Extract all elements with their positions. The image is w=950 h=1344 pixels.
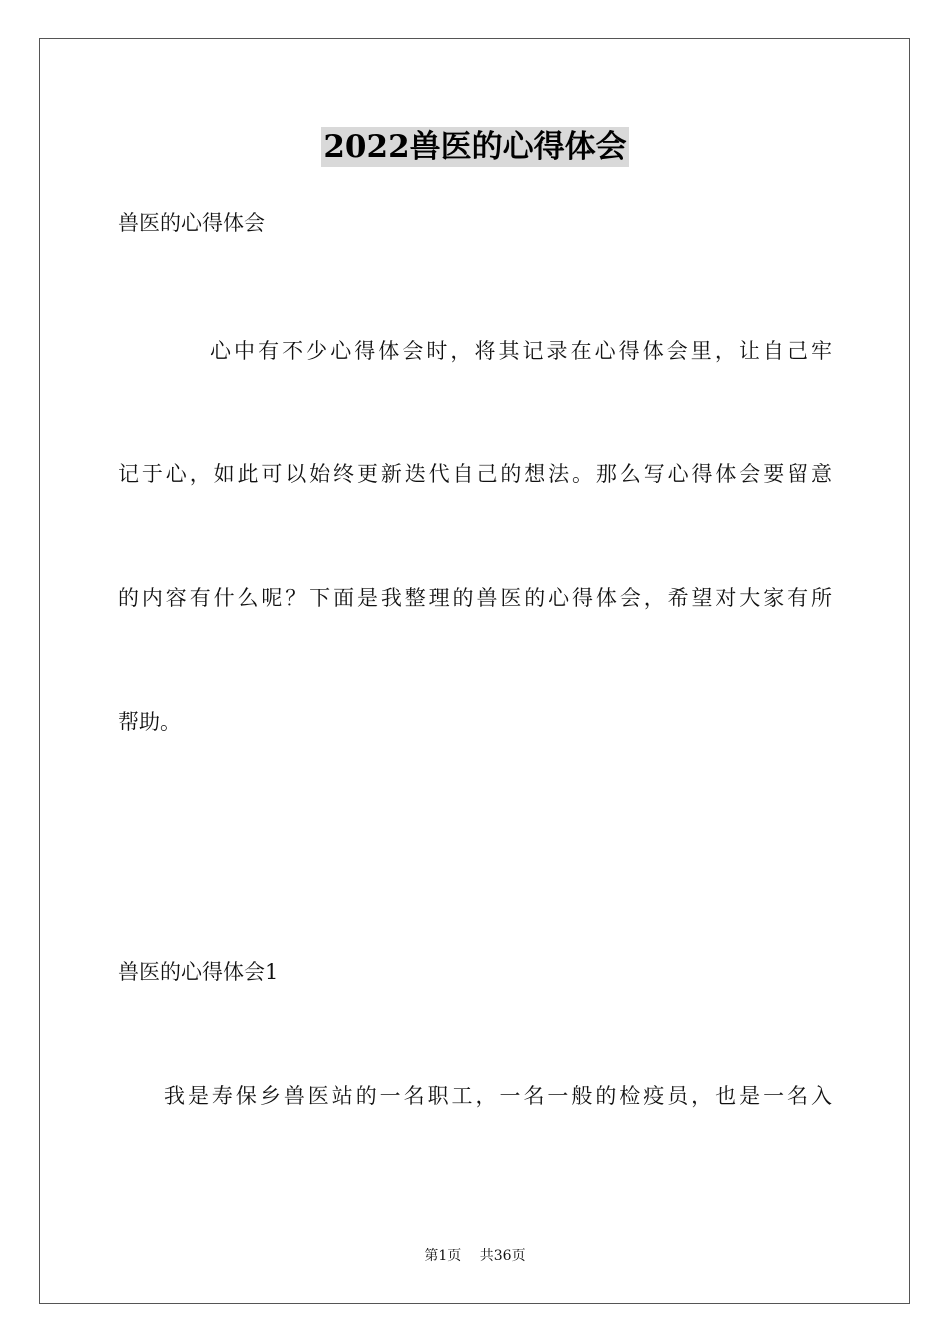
page-number-current: 第1页	[424, 1248, 462, 1264]
intro-line-4: 帮助。	[118, 710, 181, 734]
section-heading: 兽医的心得体会1	[118, 960, 279, 984]
page-number-total: 共36页	[479, 1248, 526, 1264]
document-title: 2022兽医的心得体会	[323, 129, 627, 165]
document-subtitle: 兽医的心得体会	[118, 211, 265, 235]
intro-line-3: 的内容有什么呢？下面是我整理的兽医的心得体会，希望对大家有所	[118, 586, 832, 610]
page-footer	[0, 1246, 950, 1266]
intro-line-2: 记于心，如此可以始终更新迭代自己的想法。那么写心得体会要留意	[118, 462, 832, 486]
document-title-wrap	[0, 127, 950, 167]
intro-line-1: 心中有不少心得体会时，将其记录在心得体会里，让自己牢	[210, 339, 832, 363]
section-line-1: 我是寿保乡兽医站的一名职工，一名一般的检疫员，也是一名入	[164, 1084, 832, 1108]
